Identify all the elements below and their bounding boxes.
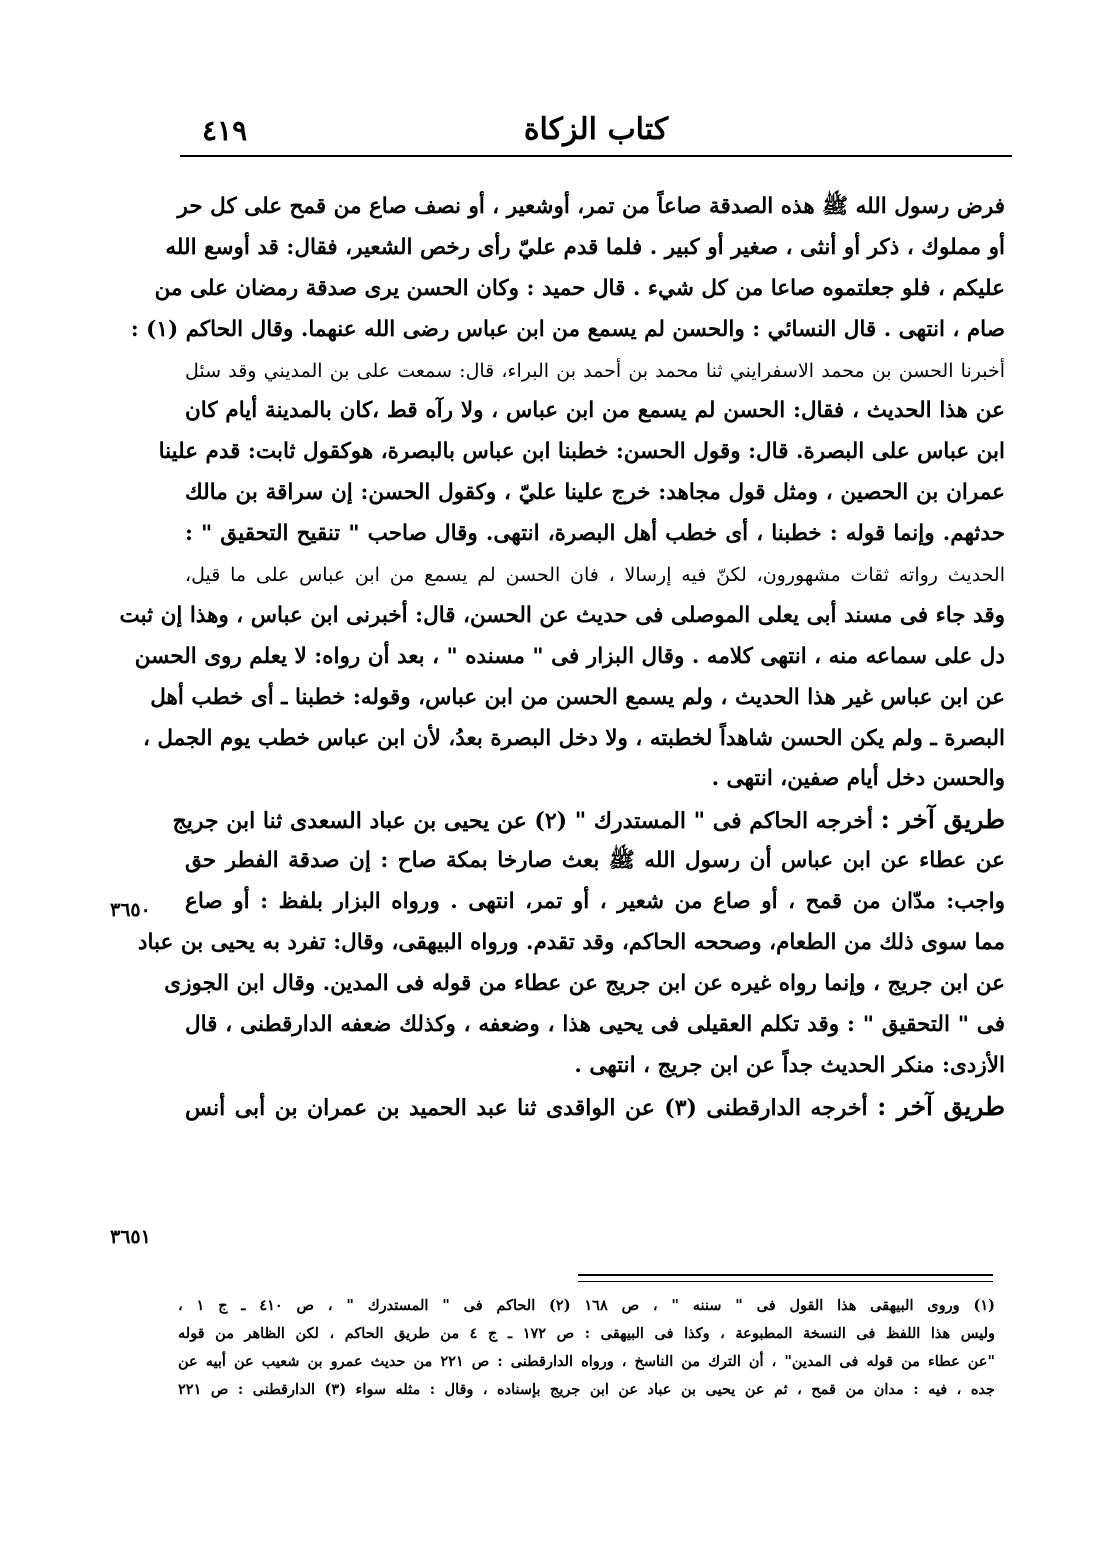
text-line: عن عطاء عن ابن عباس أن رسول الله ﷺ بعث صارخا بمكة صاح : إن صدقة الفطر حق	[185, 848, 1005, 874]
text-line: مما سوى ذلك من الطعام، وصححه الحاكم، وقد تقدم. ورواه البيهقى، وقال: تفرد به يحيى بن عباد	[137, 930, 1005, 956]
page-header	[180, 108, 1012, 150]
chapter-title: كتاب الزكاة	[523, 112, 669, 147]
text-line: دل على سماعه منه ، انتهى كلامه . وقال البزار فى " مسنده " ، بعد أن رواه: لا يعلم روى الحسن	[134, 643, 1005, 669]
text-line: واجب: مدّان من قمح ، أو صاع من شعير ، أو تمر، انتهى . ورواه البزار بلفظ : أو صاع	[185, 889, 1005, 915]
text-line: عن هذا الحديث ، فقال: الحسن لم يسمع من ابن عباس ، ولا رآه قط ،كان بالمدينة أيام كان	[185, 398, 1005, 424]
entry-lead: طريق آخر :	[877, 1091, 1005, 1121]
footnotes	[178, 1292, 995, 1404]
text-line: فرض رسول الله ﷺ هذه الصدقة صاعاً من تمر، أوشعير ، أو نصف صاع من قمح على كل حر	[177, 194, 1005, 219]
hadith-number: ٣٦٥٠	[110, 899, 151, 921]
text-line: أخبرنا الحسن بن محمد الاسفرايني ثنا محمد بن أحمد بن البراء، قال: سمعت على بن المديني وقد سئل	[185, 359, 1005, 382]
hadith-entry-heading	[185, 1087, 1005, 1128]
entry-first-line: أخرجه الدارقطنى (٣) عن الواقدى ثنا عبد الحميد بن عمران بن أبى أنس	[185, 1094, 868, 1121]
text-line: عليكم ، فلو جعلتموه صاعا من كل شيء . قال حميد : وكان الحسن يرى صدقة رمضان على من	[154, 275, 1005, 301]
text-line: الأزدى: منكر الحديث جداً عن ابن جريج ، انتهى .	[574, 1052, 1005, 1078]
footnote-line: جده ، فيه : مدان من قمح ، ثم عن يحيى بن عباد عن ابن جريج بإسناده ، وقال : مثله سواء (٣) الدارقطنى : ص ٢٢١	[178, 1381, 995, 1398]
footnote-line: "عن عطاء من قوله فى المدين" ، أن الترك من الناسخ ، ورواه الدارقطنى : ص ٢٢١ من حديث عمرو بن شعيب عن أبيه عن	[178, 1353, 995, 1370]
text-line: عن ابن عباس غير هذا الحديث ، ولم يسمع الحسن من ابن عباس، وقوله: خطبنا ـ أى خطب أهل	[150, 684, 1005, 710]
text-line: ابن عباس على البصرة. قال: وقول الحسن: خطبنا ابن عباس بالبصرة، هوكقول ثابت: قدم علينا	[158, 439, 1005, 465]
text-line: فى " التحقيق " : وقد تكلم العقيلى فى يحيى هذا ، وضعفه ، وكذلك ضعفه الدارقطنى ، قال	[185, 1011, 1005, 1037]
entry-first-line: أخرجه الحاكم فى " المستدرك " (٢) عن يحيى بن عباد السعدى ثنا ابن جريج	[172, 808, 873, 835]
text-line: الحديث رواته ثقات مشهورون، لكنّ فيه إرسالا ، فان الحسن لم يسمع من ابن عباس على ما قيل،	[185, 564, 1005, 587]
text-line: البصرة ـ ولم يكن الحسن شاهداً لخطبته ، ولا دخل البصرة بعدُ، لأن ابن عباس خطب يوم الجمل ،	[142, 725, 1005, 751]
text-line: عن ابن جريج ، وإنما رواه غيره عن ابن جريج عن عطاء من قوله فى المدين. وقال ابن الجوزى	[164, 970, 1005, 996]
text-line: وقد جاء فى مسند أبى يعلى الموصلى فى حديث عن الحسن، قال: أخبرنى ابن عباس ، وهذا إن ثبت	[119, 602, 1005, 628]
text-line: عمران بن الحصين ، ومثل قول مجاهد: خرج علينا عليّ ، وكقول الحسن: إن سراقة بن مالك	[185, 480, 1005, 506]
header-divider	[180, 155, 1012, 157]
footnote-divider	[578, 1281, 993, 1282]
footnote-line: (١) وروى البيهقى هذا القول فى " سننه " ، ص ١٦٨ (٢) الحاكم فى " المستدرك " ، ص ٤١٠ ـ ج ١ ،	[178, 1297, 995, 1314]
text-line: حدثهم. وإنما قوله : خطبنا ، أى خطب أهل البصرة، انتهى. وقال صاحب " تنقيح التحقيق " :	[185, 521, 1005, 547]
page-number: ٤١٩	[202, 114, 248, 147]
hadith-number: ٣٦٥١	[110, 1226, 151, 1248]
text-line: أو مملوك ، ذكر أو أنثى ، صغير أو كبير . فلما قدم عليّ رأى رخص الشعير، فقال: قد أوسع الله	[165, 234, 1005, 260]
footnote-divider	[578, 1274, 993, 1276]
text-line: صام ، انتهى . قال النسائي : والحسن لم يسمع من ابن عباس رضى الله عنهما. وقال الحاكم (١) :	[130, 316, 1005, 342]
text-line: والحسن دخل أيام صفين، انتهى .	[711, 766, 1005, 792]
entry-lead: طريق آخر :	[880, 805, 1005, 835]
footnote-line: وليس هذا اللفظ فى النسخة المطبوعة ، وكذا فى البيهقى : ص ١٧٢ ـ ج ٤ من طريق الحاكم ، لكن الظاهر من قوله	[178, 1325, 996, 1342]
hadith-entry-heading	[172, 800, 1005, 841]
